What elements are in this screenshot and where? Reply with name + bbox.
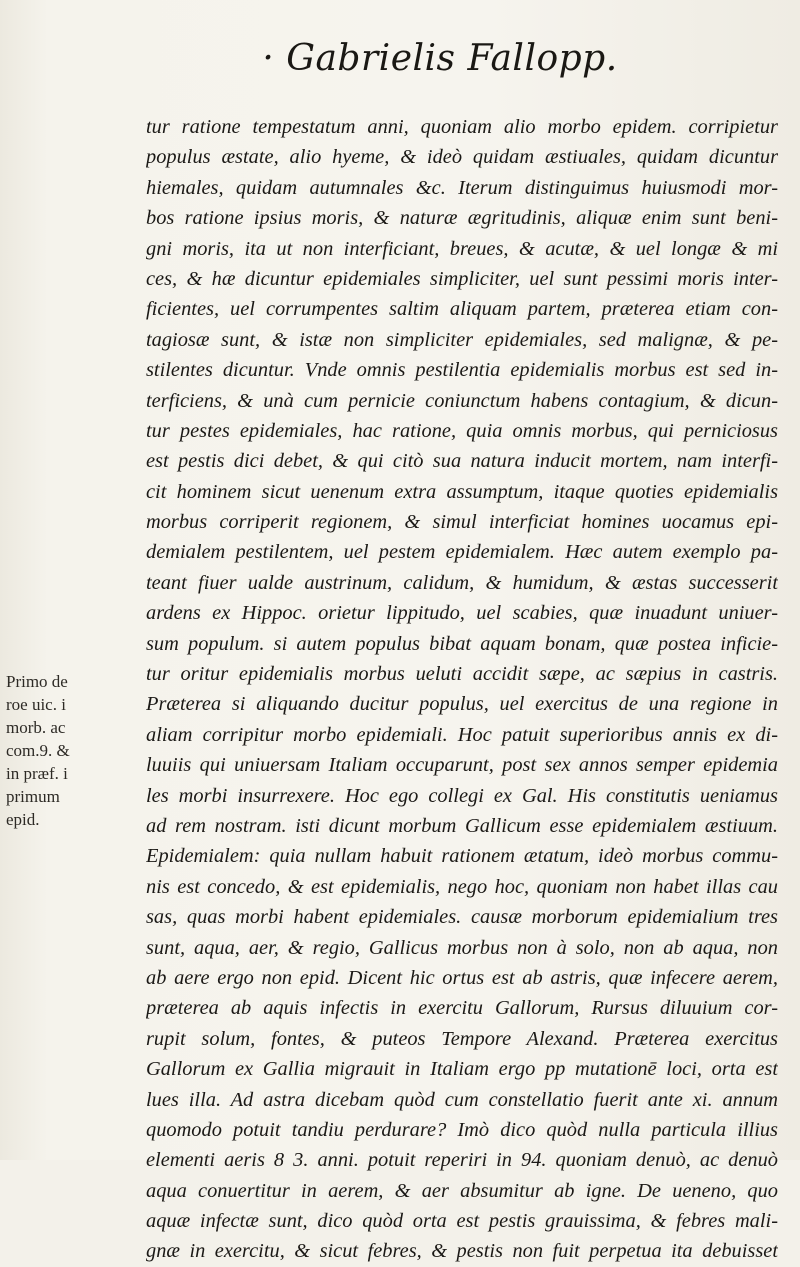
text-line: aquæ infectæ sunt, dico quòd orta est pestis grauissima, & febres mali- [146, 1210, 778, 1233]
text-line: ces, & hæ dicuntur epidemiales simpliciter, uel sunt pessimi moris inter- [146, 267, 778, 290]
text-line: aliam corripitur morbo epidemiali. Hoc patuit superioribus annis ex di- [146, 723, 778, 746]
margin-note-line: roe uic. i [6, 695, 66, 714]
text-line: terficiens, & unà cum pernicie coniunctum habens contagium, & dicun- [146, 389, 778, 412]
text-line: luuiis qui uniuersam Italiam occuparunt, post sex annos semper epidemia [146, 754, 778, 777]
text-line: aqua conuertitur in aerem, & aer absumitur ab igne. De ueneno, quo [146, 1179, 778, 1202]
margin-note-line: epid. [6, 810, 40, 829]
text-line: Gallorum ex Gallia migrauit in Italiam ergo pp mutationē loci, orta est [146, 1058, 778, 1081]
text-line: ad rem nostram. isti dicunt morbum Gallicum esse epidemialem æstiuum. [146, 814, 778, 837]
text-line: tagiosæ sunt, & istæ non simpliciter epidemiales, sed malignæ, & pe- [146, 328, 778, 351]
text-line: ab aere ergo non epid. Dicent hic ortus est ab astris, quæ infecere aerem, [146, 966, 778, 989]
text-line: præterea ab aquis infectis in exercitu Gallorum, Rursus diluuium cor- [146, 997, 778, 1020]
text-line: teant fiuer ualde austrinum, calidum, & humidum, & æstas successerit [146, 571, 778, 594]
text-line: elementi aeris 8 3. anni. potuit reperiri in 94. quoniam denuò, ac denuò [146, 1149, 778, 1172]
text-line: tur pestes epidemiales, hac ratione, quia omnis morbus, qui perniciosus [146, 419, 778, 442]
text-line: sunt, aqua, aer, & regio, Gallicus morbus non à solo, non ab aqua, non [146, 936, 778, 959]
text-line: sum populum. si autem populus bibat aquam bonam, quæ postea inficie- [146, 632, 778, 655]
text-line: gni moris, ita ut non interficiant, breues, & acutæ, & uel longæ & mi [146, 237, 778, 260]
text-line: lues illa. Ad astra dicebam quòd cum constellatio fuerit ante xi. annum [146, 1088, 778, 1111]
text-line: stilentes dicuntur. Vnde omnis pestilentia epidemialis morbus est sed in- [146, 359, 778, 382]
text-line: tur ratione tempestatum anni, quoniam alio morbo epidem. corripietur [146, 116, 778, 138]
text-line: gnæ in exercitu, & sicut febres, & pestis non fuit perpetua ita debuisset [146, 1240, 778, 1263]
text-line: nis est concedo, & est epidemialis, nego hoc, quoniam non habet illas cau [146, 875, 778, 898]
margin-note-line: primum [6, 787, 60, 806]
text-line: est pestis dici debet, & qui citò sua natura inducit mortem, nam interfi- [146, 450, 778, 473]
text-line: sas, quas morbi habent epidemiales. causæ morborum epidemialium tres [146, 906, 778, 929]
running-head: · Gabrielis Fallopp. [262, 38, 618, 79]
text-line: populus æstate, alio hyeme, & ideò quidam æstiuales, quidam dicuntur [146, 146, 778, 169]
margin-note-line: in præf. i [6, 764, 68, 783]
text-line: cit hominem sicut uenenum extra assumptum, itaque quoties epidemialis [146, 480, 778, 503]
margin-note [6, 670, 136, 831]
text-line: tur oritur epidemialis morbus ueluti accidit sæpe, ac sæpius in castris. [146, 663, 778, 686]
text-line: Epidemialem: quia nullam habuit rationem ætatum, ideò morbus commu- [146, 845, 778, 868]
text-line: rupit solum, fontes, & puteos Tempore Alexand. Præterea exercitus [146, 1027, 778, 1050]
text-line: demialem pestilentem, uel pestem epidemialem. Hæc autem exemplo pa- [146, 541, 778, 564]
text-line: hiemales, quidam autumnales &c. Iterum distinguimus huiusmodi mor- [146, 176, 778, 199]
text-line: morbus corriperit regionem, & simul interficiat homines uocamus epi- [146, 511, 778, 534]
text-line: quomodo potuit tandiu perdurare? Imò dico quòd nulla particula illius [146, 1118, 778, 1141]
text-line: ficientes, uel corrumpentes saltim aliquam partem, præterea etiam con- [146, 298, 778, 321]
text-line: bos ratione ipsius moris, & naturæ ægritudinis, aliquæ enim sunt beni- [146, 207, 778, 230]
margin-note-line: com.9. & [6, 741, 70, 760]
body-text [146, 112, 778, 1267]
margin-note-line: morb. ac [6, 718, 66, 737]
text-line: les morbi insurrexere. Hoc ego collegi ex Gal. His constitutis ueniamus [146, 784, 778, 807]
margin-note-line: Primo de [6, 672, 68, 691]
text-line: Præterea si aliquando ducitur populus, uel exercitus de una regione in [146, 693, 778, 716]
text-line: ardens ex Hippoc. orietur lippitudo, uel scabies, quæ inuadunt uniuer- [146, 602, 778, 625]
